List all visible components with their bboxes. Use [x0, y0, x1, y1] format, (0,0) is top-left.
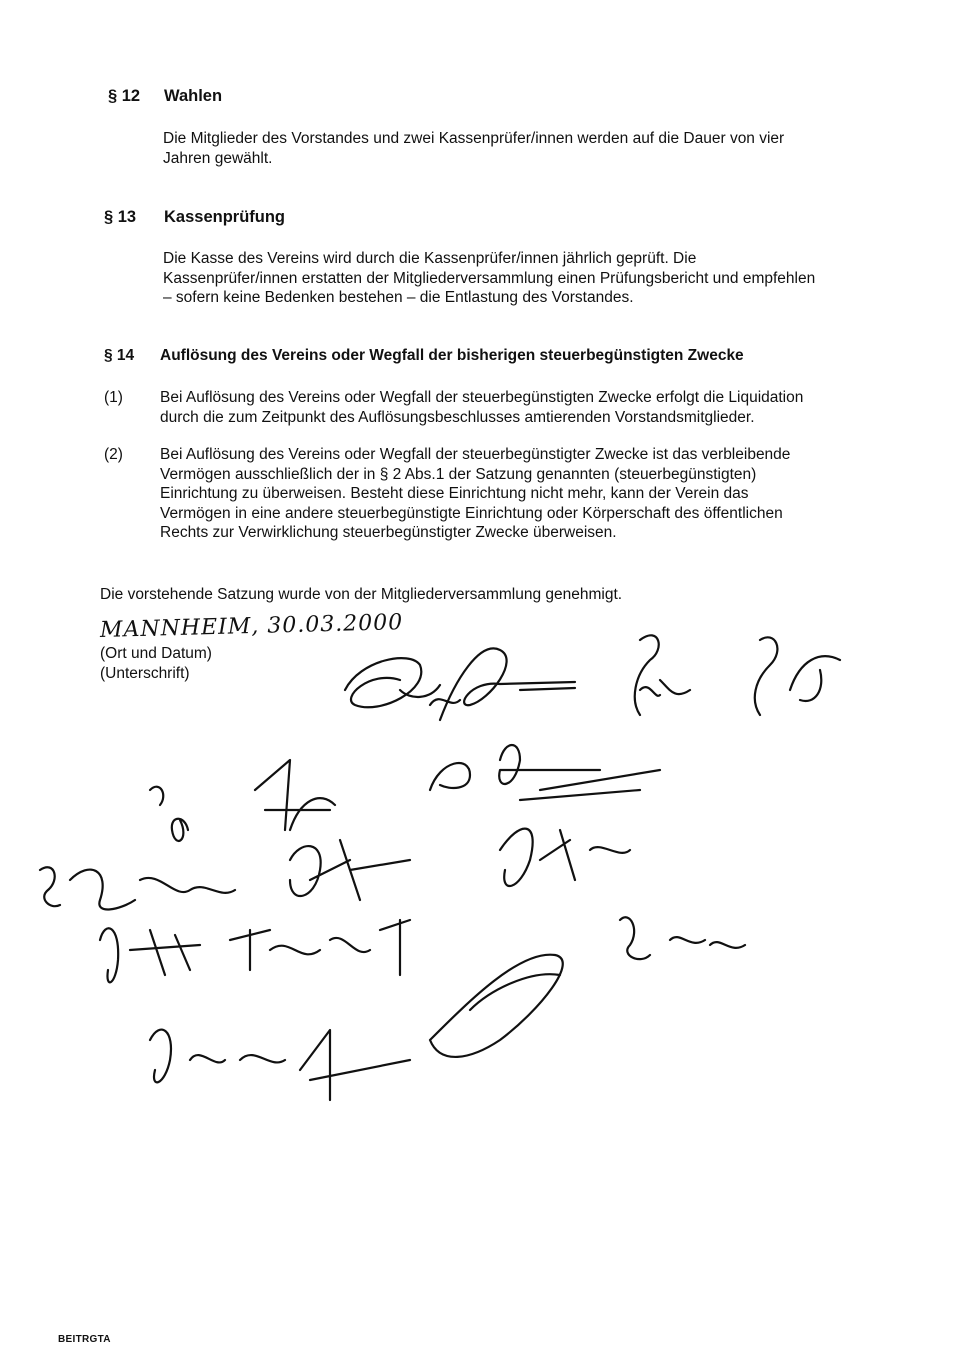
signature-9 — [290, 840, 410, 900]
section-13-title: Kassenprüfung — [164, 208, 286, 226]
signature-11 — [100, 928, 200, 982]
section-14-number: § 14 — [104, 347, 135, 364]
signature-1 — [345, 658, 460, 707]
signature-15 — [150, 1030, 410, 1100]
paragraph-2-line: Vermögen ausschließlich der in § 2 Abs.1 der Satzung genannten (steuerbegünstigten) — [160, 465, 757, 483]
section-12-line: Die Mitglieder des Vorstandes und zwei Kassenprüfer/innen werden auf die Dauer von vier — [163, 130, 785, 147]
approval-statement: Die vorstehende Satzung wurde von der Mitgliederversammlung genehmigt. — [100, 586, 623, 603]
signature-2 — [440, 648, 575, 720]
paragraph-2-line: Rechts zur Verwirklichung steuerbegünstigter Zwecke überweisen. — [160, 524, 617, 541]
signature-8 — [40, 867, 235, 909]
footer-code: BEITRGTA — [58, 1334, 111, 1345]
place-date-label: (Ort und Datum) — [100, 645, 212, 662]
signature-5 — [150, 787, 188, 841]
section-13-text — [163, 249, 815, 308]
section-13-line: – sofern keine Bedenken bestehen – die Entlastung des Vorstandes. — [163, 289, 634, 306]
paragraph-1-line: Bei Auflösung des Vereins oder Wegfall der steuerbegünstigten Zwecke erfolgt die Liquidation — [160, 389, 804, 406]
signature-4 — [755, 637, 840, 715]
signature-7 — [430, 745, 660, 800]
section-12-line: Jahren gewählt. — [163, 149, 273, 167]
section-14-paragraph-1 — [160, 388, 803, 427]
section-14-paragraph-2 — [160, 445, 790, 543]
section-14-title: Auflösung des Vereins oder Wegfall der bisherigen steuerbegünstigten Zwecke — [160, 347, 744, 364]
section-12-number: § 12 — [108, 87, 141, 105]
section-12-title: Wahlen — [164, 87, 223, 105]
signature-13 — [620, 917, 745, 959]
section-13-line: Die Kasse des Vereins wird durch die Kassenprüfer/innen jährlich geprüft. Die — [163, 250, 697, 267]
signature-14 — [430, 955, 563, 1057]
paragraph-2-line: Vermögen in eine andere steuerbegünstigte Einrichtung oder Körperschaft des öffentlichen — [160, 504, 783, 522]
signature-12 — [230, 920, 410, 975]
paragraph-2-line: Einrichtung zu überweisen. Besteht diese Einrichtung nicht mehr, kann der Verein das — [160, 485, 749, 502]
signature-label: (Unterschrift) — [100, 665, 190, 682]
paragraph-2-label: (2) — [104, 446, 123, 463]
section-13-number: § 13 — [104, 208, 137, 226]
section-13-line: Kassenprüfer/innen erstatten der Mitgliederversammlung einen Prüfungsbericht und empfehlen — [163, 269, 816, 287]
section-12-text — [163, 129, 784, 168]
paragraph-1-label: (1) — [104, 389, 123, 406]
paragraph-1-line: durch die zum Zeitpunkt des Auflösungsbeschlusses amtierenden Vorstandsmitglieder. — [160, 408, 755, 426]
signature-3 — [635, 635, 690, 715]
signature-6 — [255, 760, 335, 830]
handwritten-place-date: MANNHEIM, 30.03.2000 — [99, 610, 404, 643]
paragraph-2-line: Bei Auflösung des Vereins oder Wegfall der steuerbegünstigter Zwecke ist das verbleibende — [160, 446, 791, 463]
signature-10 — [500, 829, 630, 886]
